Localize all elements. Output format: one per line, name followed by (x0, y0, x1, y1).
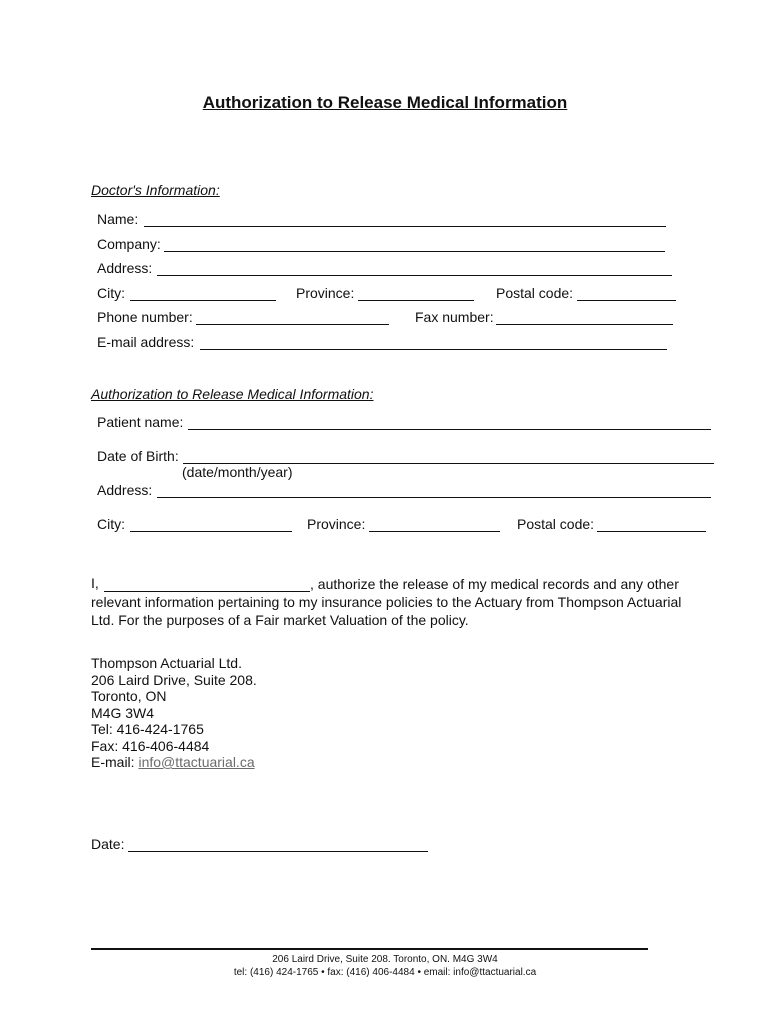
doctor-city-row (97, 284, 687, 302)
doctor-company-label: Company: (97, 236, 161, 252)
company-tel: Tel: 416-424-1765 (91, 721, 204, 737)
auth-section-heading: Authorization to Release Medical Information: (91, 386, 374, 402)
doctor-name-field[interactable] (144, 226, 666, 227)
patient-city-label: City: (97, 516, 125, 532)
consent-text: , authorize the release of my medical records and any other relevant information pertaining to my insurance policies to the Actuary from Thompson Actuarial Ltd. For the purposes of a Fair market Valuation of the policy. (91, 576, 682, 628)
company-city: Toronto, ON (91, 688, 167, 704)
doctor-email-label: E-mail address: (97, 334, 195, 350)
doctor-address-field[interactable] (157, 275, 672, 276)
company-street: 206 Laird Drive, Suite 208. (91, 671, 257, 688)
doctor-city-label: City: (97, 285, 125, 301)
date-row (91, 835, 441, 853)
patient-address-label: Address: (97, 482, 153, 498)
footer-divider (91, 948, 648, 950)
company-name: Thompson Actuarial Ltd. (91, 655, 242, 671)
dob-format-hint: (date/month/year) (182, 464, 293, 480)
patient-name-row (97, 413, 717, 431)
patient-name-field[interactable] (188, 429, 711, 430)
dob-label: Date of Birth: (97, 448, 179, 464)
doctor-address-label: Address: (97, 260, 153, 276)
dob-row (97, 447, 717, 465)
doctor-city-field[interactable] (130, 300, 276, 301)
company-email-line (91, 754, 257, 771)
patient-postal-field[interactable] (597, 531, 706, 532)
company-email-label: E-mail: (91, 754, 135, 770)
doctor-company-field[interactable] (164, 251, 665, 252)
doctor-postal-label: Postal code: (496, 285, 574, 301)
doctor-name-label: Name: (97, 211, 139, 227)
doctor-address-row (97, 259, 677, 277)
consent-prefix: I, (91, 575, 99, 591)
doctor-postal-field[interactable] (577, 300, 676, 301)
company-fax: Fax: 416-406-4484 (91, 737, 210, 754)
patient-city-row (97, 515, 717, 533)
patient-name-label: Patient name: (97, 414, 184, 430)
patient-province-label: Province: (307, 516, 366, 532)
company-postal: M4G 3W4 (91, 704, 155, 721)
doctor-phone-label: Phone number: (97, 309, 193, 325)
doctor-email-field[interactable] (200, 349, 667, 350)
patient-address-field[interactable] (157, 497, 711, 498)
doctor-province-field[interactable] (358, 300, 474, 301)
page-title: Authorization to Release Medical Information (202, 93, 568, 112)
doctor-fax-label: Fax number: (415, 309, 494, 325)
company-email-link[interactable]: info@ttactuarial.ca (138, 754, 255, 770)
footer-address: 206 Laird Drive, Suite 208. Toronto, ON. M4G 3W4 (272, 954, 498, 965)
doctor-company-row (97, 235, 677, 253)
date-field[interactable] (128, 851, 428, 852)
patient-address-row (97, 481, 717, 499)
doctor-email-row (97, 333, 687, 351)
footer-contact: tel: (416) 424-1765 • fax: (416) 406-4484 • email: info@ttactuarial.ca (233, 967, 537, 978)
date-label: Date: (91, 836, 125, 852)
doctor-name-row (97, 210, 677, 228)
doctor-province-label: Province: (296, 285, 355, 301)
doctor-phone-field[interactable] (196, 324, 389, 325)
patient-city-field[interactable] (130, 531, 292, 532)
doctor-fax-field[interactable] (496, 324, 673, 325)
patient-province-field[interactable] (369, 531, 500, 532)
patient-postal-label: Postal code: (517, 516, 595, 532)
doctor-section-heading: Doctor's Information: (91, 182, 220, 198)
doctor-phone-row (97, 308, 687, 326)
company-address-block (91, 655, 257, 771)
